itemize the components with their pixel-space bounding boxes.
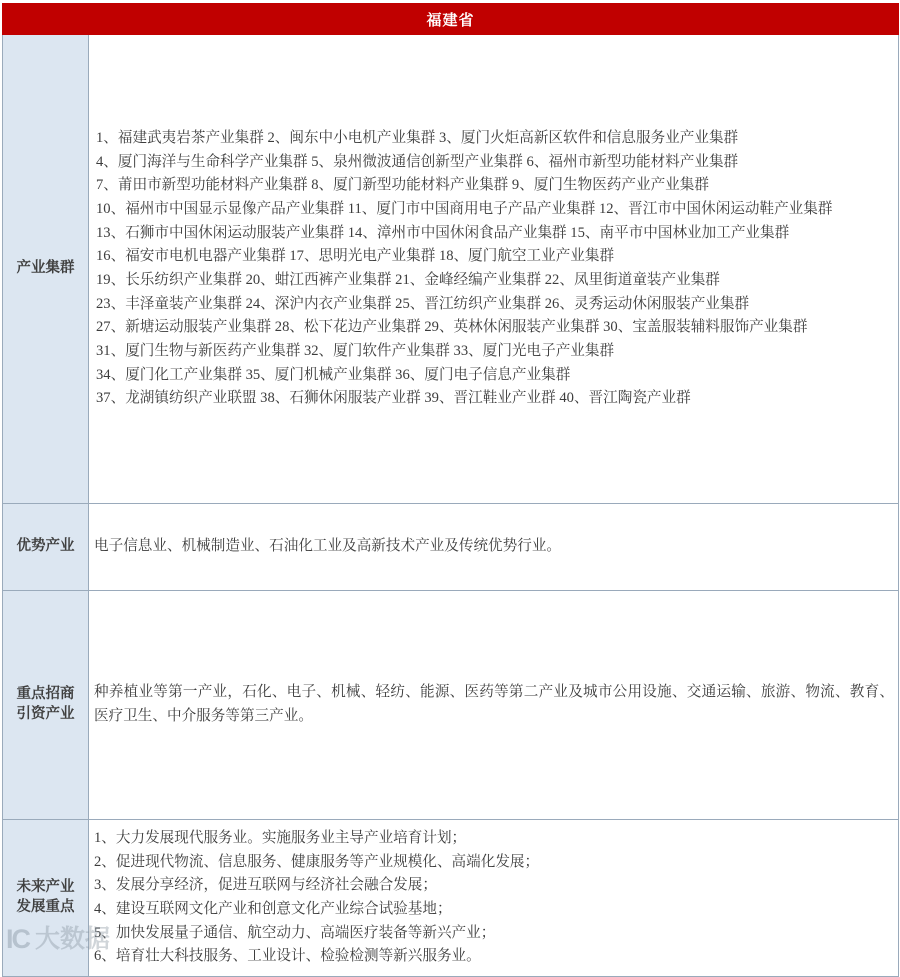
- watermark-logo-icon: IC: [6, 924, 29, 954]
- row-label-industry-clusters: 产业集群: [3, 35, 89, 504]
- future-focus-item: 5、加快发展量子通信、航空动力、高端医疗装备等新兴产业；: [94, 924, 496, 941]
- table-header-row: [3, 4, 899, 35]
- row-label-advantage-industries: 优势产业: [3, 504, 89, 591]
- row-content-future-industry-focus: [89, 820, 899, 977]
- row-label-line-1: 重点招商: [16, 686, 75, 703]
- page-root: [0, 3, 900, 965]
- cluster-line: 7、莆田市新型功能材料产业集群 8、厦门新型功能材料产业集群 9、厦门生物医药产业产业集群: [96, 177, 709, 194]
- future-focus-item: 2、促进现代物流、信息服务、健康服务等产业规模化、高端化发展；: [94, 853, 540, 870]
- cluster-line: 4、厦门海洋与生命科学产业集群 5、泉州微波通信创新型产业集群 6、福州市新型功能材料产业集群: [96, 153, 739, 170]
- table-row-advantage-industries: [3, 504, 899, 591]
- future-focus-item: 3、发展分享经济，促进互联网与经济社会融合发展；: [94, 877, 437, 894]
- cluster-list: [94, 127, 894, 411]
- cluster-line: 34、厦门化工产业集群 35、厦门机械产业集群 36、厦门电子信息产业集群: [96, 366, 571, 383]
- province-industry-table: [2, 3, 899, 977]
- table-row-future-industry-focus: [3, 820, 899, 977]
- future-focus-item: 6、培育壮大科技服务、工业设计、检验检测等新兴服务业。: [94, 948, 481, 965]
- cluster-line: 13、石狮市中国休闲运动服装产业集群 14、漳州市中国休闲食品产业集群 15、南平市中国林业加工产业集群: [96, 224, 790, 241]
- row-content-advantage-industries: 电子信息业、机械制造业、石油化工业及高新技术产业及传统优势行业。: [89, 504, 899, 591]
- table-row-industry-clusters: [3, 35, 899, 504]
- cluster-line: 27、新塘运动服装产业集群 28、松下花边产业集群 29、英林休闲服装产业集群 30、宝盖服装辅料服饰产业集群: [96, 319, 808, 336]
- province-title: 福建省: [3, 4, 899, 35]
- row-label-future-industry-focus: [3, 820, 89, 977]
- cluster-line: 16、福安市电机电器产业集群 17、思明光电产业集群 18、厦门航空工业产业集群: [96, 248, 615, 265]
- watermark-label: 大数据: [35, 925, 111, 953]
- future-focus-item: 4、建设互联网文化产业和创意文化产业综合试验基地；: [94, 901, 452, 917]
- row-label-key-investment-industries: [3, 591, 89, 820]
- row-content-key-investment-industries: 种养植业等第一产业，石化、电子、机械、轻纺、能源、医药等第二产业及城市公用设施、交通运输、旅游、物流、教育、医疗卫生、中介服务等第三产业。: [89, 591, 899, 820]
- cluster-line: 19、长乐纺织产业集群 20、蚶江西裤产业集群 21、金峰经编产业集群 22、凤里街道童装产业集群: [96, 272, 720, 288]
- table-row-key-investment-industries: [3, 591, 899, 820]
- row-label-line-2: 引资产业: [16, 706, 75, 722]
- row-label-line-2: 发展重点: [16, 899, 75, 915]
- row-label-line-1: 未来产业: [16, 879, 75, 896]
- future-focus-list: [94, 827, 894, 969]
- cluster-line: 1、福建武夷岩茶产业集群 2、闽东中小电机产业集群 3、厦门火炬高新区软件和信息服务业产业集群: [96, 130, 739, 147]
- cluster-line: 10、福州市中国显示显像产品产业集群 11、厦门市中国商用电子产品产业集群 12、晋江市中国休闲运动鞋产业集群: [96, 201, 833, 218]
- future-focus-item: 1、大力发展现代服务业。实施服务业主导产业培育计划；: [94, 830, 467, 847]
- row-content-industry-clusters: [89, 35, 899, 504]
- cluster-line: 23、丰泽童装产业集群 24、深沪内衣产业集群 25、晋江纺织产业集群 26、灵秀运动休闲服装产业集群: [96, 295, 750, 312]
- cluster-line: 31、厦门生物与新医药产业集群 32、厦门软件产业集群 33、厦门光电子产业集群: [96, 342, 615, 359]
- cluster-line: 37、龙湖镇纺织产业联盟 38、石狮休闲服装产业群 39、晋江鞋业产业群 40、晋江陶瓷产业群: [96, 390, 691, 407]
